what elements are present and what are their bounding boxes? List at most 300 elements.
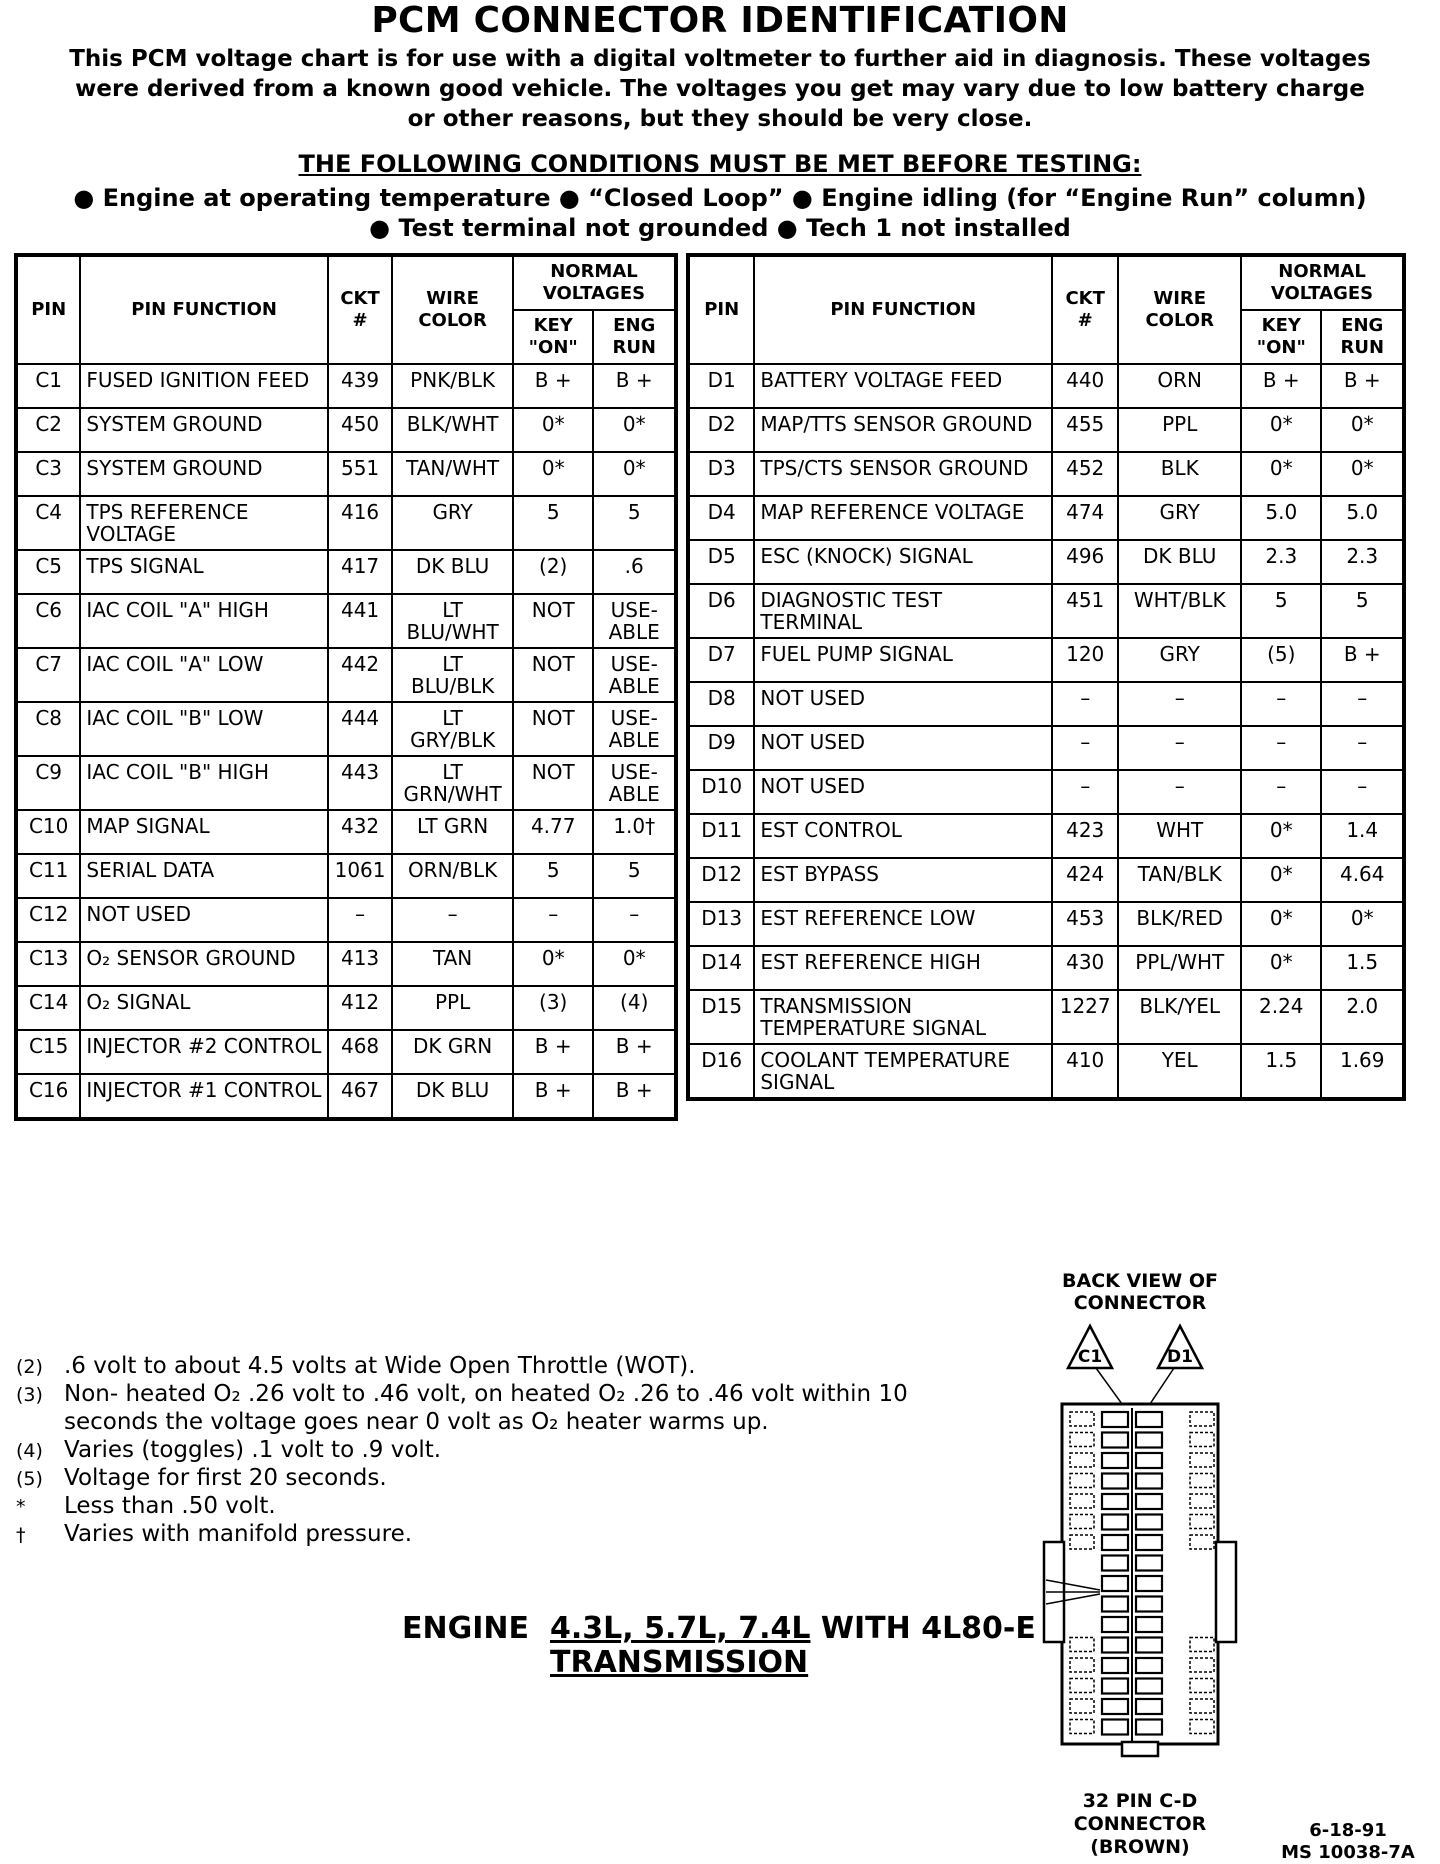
key-on-voltage-cell: 0* xyxy=(1241,814,1321,858)
ckt-cell: 496 xyxy=(1052,540,1118,584)
pin-cell: C11 xyxy=(16,854,80,898)
eng-run-voltage-cell: 1.4 xyxy=(1321,814,1404,858)
wire-color-cell: – xyxy=(1118,770,1241,814)
ckt-cell: – xyxy=(1052,770,1118,814)
function-cell: DIAGNOSTIC TEST TERMINAL xyxy=(754,584,1052,638)
key-on-voltage-cell: 0* xyxy=(513,452,593,496)
footnote xyxy=(16,1520,976,1548)
ckt-cell: 417 xyxy=(328,550,392,594)
ckt-cell: 1227 xyxy=(1052,990,1118,1044)
footnote xyxy=(16,1464,976,1492)
footnote-text: Voltage for first 20 seconds. xyxy=(64,1465,387,1491)
wire-color-cell: LT BLU/WHT xyxy=(392,594,513,648)
wire-color-cell: GRY xyxy=(1118,496,1241,540)
ckt-cell: 451 xyxy=(1052,584,1118,638)
table-row xyxy=(688,408,1404,452)
function-cell: SYSTEM GROUND xyxy=(80,408,328,452)
footnote-text: .6 volt to about 4.5 volts at Wide Open Throttle (WOT). xyxy=(64,1353,696,1379)
c-pin-cavity xyxy=(1102,1453,1128,1468)
function-cell: EST REFERENCE LOW xyxy=(754,902,1052,946)
key-on-voltage-cell: 4.77 xyxy=(513,810,593,854)
footnote xyxy=(16,1380,976,1436)
pin-cell: D2 xyxy=(688,408,754,452)
wire-color-cell: ORN xyxy=(1118,364,1241,408)
pin-cell: C6 xyxy=(16,594,80,648)
table-row xyxy=(16,452,676,496)
wire-color-cell: – xyxy=(1118,726,1241,770)
table-row xyxy=(688,638,1404,682)
d-pin-cavity xyxy=(1136,1638,1162,1653)
function-cell: ESC (KNOCK) SIGNAL xyxy=(754,540,1052,584)
intro-line: This PCM voltage chart is for use with a digital voltmeter to further aid in diagnosis. These voltages xyxy=(69,46,1371,72)
pin-cell: D4 xyxy=(688,496,754,540)
connector-housing-cell xyxy=(1190,1433,1214,1447)
eng-run-voltage-cell: (4) xyxy=(593,986,676,1030)
key-on-voltage-cell: 5 xyxy=(1241,584,1321,638)
table-row xyxy=(688,990,1404,1044)
eng-run-voltage-cell: 2.0 xyxy=(1321,990,1404,1044)
engine-caption xyxy=(402,1612,1036,1680)
ckt-cell: 440 xyxy=(1052,364,1118,408)
ckt-cell: – xyxy=(1052,726,1118,770)
wire-color-cell: DK BLU xyxy=(392,1074,513,1119)
table-row xyxy=(688,770,1404,814)
ckt-cell: 120 xyxy=(1052,638,1118,682)
key-on-voltage-cell: 0* xyxy=(513,408,593,452)
key-on-voltage-cell: 0* xyxy=(513,942,593,986)
eng-run-voltage-cell: 1.5 xyxy=(1321,946,1404,990)
connector-housing-cell xyxy=(1070,1453,1094,1467)
eng-run-voltage-cell: 0* xyxy=(593,942,676,986)
table-row xyxy=(688,726,1404,770)
d-pin-cavity xyxy=(1136,1494,1162,1509)
function-cell: FUSED IGNITION FEED xyxy=(80,364,328,408)
footnote-mark: (3) xyxy=(16,1384,43,1406)
wire-color-cell: – xyxy=(392,898,513,942)
wire-color-cell: TAN xyxy=(392,942,513,986)
key-on-voltage-cell: – xyxy=(1241,770,1321,814)
key-on-voltage-cell: 0* xyxy=(1241,452,1321,496)
footnote-text: Varies with manifold pressure. xyxy=(64,1521,413,1547)
ckt-cell: 423 xyxy=(1052,814,1118,858)
key-on-voltage-cell: (3) xyxy=(513,986,593,1030)
footnote-mark: † xyxy=(16,1524,26,1546)
eng-run-voltage-cell: .6 xyxy=(593,550,676,594)
back-view-label: BACK VIEW OF CONNECTOR xyxy=(1062,1270,1218,1314)
pin-cell: C13 xyxy=(16,942,80,986)
key-on-voltage-cell: B + xyxy=(513,1030,593,1074)
col-header-eng-run: ENG RUN xyxy=(593,310,676,364)
col-header-key-on: KEY "ON" xyxy=(513,310,593,364)
eng-run-voltage-cell: 5.0 xyxy=(1321,496,1404,540)
eng-run-voltage-cell: – xyxy=(1321,682,1404,726)
pin-cell: C10 xyxy=(16,810,80,854)
connector-housing-cell xyxy=(1070,1433,1094,1447)
ckt-cell: 452 xyxy=(1052,452,1118,496)
function-cell: IAC COIL "A" LOW xyxy=(80,648,328,702)
c1-marker-text: C1 xyxy=(1077,1347,1103,1367)
function-cell: MAP/TTS SENSOR GROUND xyxy=(754,408,1052,452)
d-pin-cavity xyxy=(1136,1515,1162,1530)
eng-run-voltage-cell: 1.69 xyxy=(1321,1044,1404,1099)
wire-color-cell: DK BLU xyxy=(1118,540,1241,584)
col-header-ckt: CKT # xyxy=(1052,255,1118,364)
c-pin-cavity xyxy=(1102,1556,1128,1571)
function-cell: O₂ SENSOR GROUND xyxy=(80,942,328,986)
key-on-voltage-cell: NOT xyxy=(513,756,593,810)
table-row xyxy=(688,540,1404,584)
key-on-voltage-cell: 0* xyxy=(1241,902,1321,946)
c-pin-cavity xyxy=(1102,1617,1128,1632)
wire-color-cell: BLK/WHT xyxy=(392,408,513,452)
d-pin-cavity xyxy=(1136,1617,1162,1632)
c-pin-cavity xyxy=(1102,1638,1128,1653)
wire-color-cell: DK BLU xyxy=(392,550,513,594)
d-table-body xyxy=(688,364,1404,1099)
key-on-voltage-cell: B + xyxy=(1241,364,1321,408)
table-row xyxy=(688,902,1404,946)
d-pin-cavity xyxy=(1136,1412,1162,1427)
ckt-cell: 430 xyxy=(1052,946,1118,990)
connector-housing-cell xyxy=(1070,1515,1094,1529)
connector-housing-cell xyxy=(1070,1535,1094,1549)
c-pin-cavity xyxy=(1102,1699,1128,1714)
eng-run-voltage-cell: 5 xyxy=(1321,584,1404,638)
table-row xyxy=(688,364,1404,408)
col-header-pin: PIN xyxy=(688,255,754,364)
eng-run-voltage-cell: 2.3 xyxy=(1321,540,1404,584)
col-header-pin: PIN xyxy=(16,255,80,364)
intro-line: or other reasons, but they should be very close. xyxy=(407,106,1033,132)
ckt-cell: 468 xyxy=(328,1030,392,1074)
key-on-voltage-cell: 5 xyxy=(513,496,593,550)
wire-color-cell: WHT/BLK xyxy=(1118,584,1241,638)
table-row xyxy=(16,1074,676,1119)
wire-color-cell: LT BLU/BLK xyxy=(392,648,513,702)
pin-cell: D13 xyxy=(688,902,754,946)
c-pin-cavity xyxy=(1102,1474,1128,1489)
intro-paragraph xyxy=(60,44,1380,134)
pin-cell: D7 xyxy=(688,638,754,682)
key-on-voltage-cell: B + xyxy=(513,364,593,408)
connector-housing-cell xyxy=(1190,1412,1214,1426)
pin-cell: C5 xyxy=(16,550,80,594)
table-row xyxy=(688,584,1404,638)
pin-cell: D16 xyxy=(688,1044,754,1099)
connector-housing-cell xyxy=(1190,1638,1214,1652)
ckt-cell: 410 xyxy=(1052,1044,1118,1099)
function-cell: MAP REFERENCE VOLTAGE xyxy=(754,496,1052,540)
connector-housing-cell xyxy=(1190,1453,1214,1467)
wire-color-cell: WHT xyxy=(1118,814,1241,858)
table-row xyxy=(688,452,1404,496)
eng-run-voltage-cell: USE-ABLE xyxy=(593,648,676,702)
eng-run-voltage-cell: B + xyxy=(1321,364,1404,408)
pin-cell: C1 xyxy=(16,364,80,408)
table-row xyxy=(16,1030,676,1074)
ckt-cell: 441 xyxy=(328,594,392,648)
table-row xyxy=(16,854,676,898)
wire-color-cell: TAN/WHT xyxy=(392,452,513,496)
function-cell: NOT USED xyxy=(754,726,1052,770)
d-pin-cavity xyxy=(1136,1597,1162,1612)
connector-housing-cell xyxy=(1070,1720,1094,1734)
pin-cell: D9 xyxy=(688,726,754,770)
wire-color-cell: PNK/BLK xyxy=(392,364,513,408)
ckt-cell: 443 xyxy=(328,756,392,810)
eng-run-voltage-cell: 4.64 xyxy=(1321,858,1404,902)
c-pin-cavity xyxy=(1102,1535,1128,1550)
col-header-key-on: KEY "ON" xyxy=(1241,310,1321,364)
wire-color-cell: BLK xyxy=(1118,452,1241,496)
col-header-eng-run: ENG RUN xyxy=(1321,310,1404,364)
footnote-mark: (4) xyxy=(16,1440,43,1462)
ckt-cell: 416 xyxy=(328,496,392,550)
pin-cell: D6 xyxy=(688,584,754,638)
pin-cell: C15 xyxy=(16,1030,80,1074)
function-cell: SERIAL DATA xyxy=(80,854,328,898)
ckt-cell: 413 xyxy=(328,942,392,986)
key-on-voltage-cell: NOT xyxy=(513,648,593,702)
col-header-normal-voltages: NORMAL VOLTAGES xyxy=(1241,255,1404,310)
connector-housing-cell xyxy=(1070,1474,1094,1488)
table-row xyxy=(688,496,1404,540)
c-pin-cavity xyxy=(1102,1412,1128,1427)
d-pin-table xyxy=(686,253,1406,1101)
table-row xyxy=(16,594,676,648)
col-header-normal-voltages: NORMAL VOLTAGES xyxy=(513,255,676,310)
eng-run-voltage-cell: 0* xyxy=(1321,902,1404,946)
function-cell: IAC COIL "B" LOW xyxy=(80,702,328,756)
footnote-text: Varies (toggles) .1 volt to .9 volt. xyxy=(64,1437,442,1463)
eng-run-voltage-cell: 0* xyxy=(593,408,676,452)
wire-color-cell: – xyxy=(1118,682,1241,726)
function-cell: EST REFERENCE HIGH xyxy=(754,946,1052,990)
eng-run-voltage-cell: 5 xyxy=(593,496,676,550)
eng-run-voltage-cell: USE-ABLE xyxy=(593,702,676,756)
function-cell: MAP SIGNAL xyxy=(80,810,328,854)
c-pin-cavity xyxy=(1102,1679,1128,1694)
c-pin-cavity xyxy=(1102,1658,1128,1673)
footnote xyxy=(16,1492,976,1520)
key-on-voltage-cell: – xyxy=(513,898,593,942)
col-header-function: PIN FUNCTION xyxy=(80,255,328,364)
col-header-ckt: CKT # xyxy=(328,255,392,364)
function-cell: INJECTOR #1 CONTROL xyxy=(80,1074,328,1119)
connector-housing-cell xyxy=(1190,1535,1214,1549)
connector-housing-cell xyxy=(1190,1679,1214,1693)
ckt-cell: 439 xyxy=(328,364,392,408)
key-on-voltage-cell: 5.0 xyxy=(1241,496,1321,540)
footnote-text: Non- heated O₂ .26 volt to .46 volt, on heated O₂ .26 to .46 volt within 10 seconds the voltage goes near 0 volt as O₂ heater warms up. xyxy=(64,1381,908,1435)
document-code: MS 10038-7A xyxy=(1281,1842,1415,1863)
c-pin-cavity xyxy=(1102,1597,1128,1612)
page-title: PCM CONNECTOR IDENTIFICATION xyxy=(371,0,1069,41)
table-row xyxy=(688,946,1404,990)
connector-housing-cell xyxy=(1190,1720,1214,1734)
pin-cell: C4 xyxy=(16,496,80,550)
ckt-cell: 442 xyxy=(328,648,392,702)
connector-label xyxy=(1040,1790,1240,1859)
key-on-voltage-cell: 5 xyxy=(513,854,593,898)
footnote xyxy=(16,1352,976,1380)
col-header-wire: WIRE COLOR xyxy=(1118,255,1241,364)
ckt-cell: 1061 xyxy=(328,854,392,898)
connector-housing-cell xyxy=(1190,1658,1214,1672)
wire-color-cell: PPL xyxy=(392,986,513,1030)
wire-color-cell: TAN/BLK xyxy=(1118,858,1241,902)
function-cell: IAC COIL "A" HIGH xyxy=(80,594,328,648)
eng-run-voltage-cell: 5 xyxy=(593,854,676,898)
key-on-voltage-cell: B + xyxy=(513,1074,593,1119)
wire-color-cell: LT GRY/BLK xyxy=(392,702,513,756)
function-cell: TPS SIGNAL xyxy=(80,550,328,594)
ckt-cell: 474 xyxy=(1052,496,1118,540)
eng-run-voltage-cell: 0* xyxy=(1321,408,1404,452)
connector-housing-cell xyxy=(1190,1699,1214,1713)
d1-marker-text: D1 xyxy=(1167,1347,1193,1367)
footnote xyxy=(16,1436,976,1464)
connector-housing-cell xyxy=(1190,1474,1214,1488)
d-pin-cavity xyxy=(1136,1535,1162,1550)
ckt-cell: 432 xyxy=(328,810,392,854)
function-cell: BATTERY VOLTAGE FEED xyxy=(754,364,1052,408)
ckt-cell: 424 xyxy=(1052,858,1118,902)
table-row xyxy=(16,756,676,810)
key-on-voltage-cell: 2.24 xyxy=(1241,990,1321,1044)
table-row xyxy=(16,942,676,986)
ckt-cell: 444 xyxy=(328,702,392,756)
pin-cell: D15 xyxy=(688,990,754,1044)
eng-run-voltage-cell: B + xyxy=(1321,638,1404,682)
wire-color-cell: YEL xyxy=(1118,1044,1241,1099)
ckt-cell: 467 xyxy=(328,1074,392,1119)
function-cell: NOT USED xyxy=(754,770,1052,814)
pin-cell: D14 xyxy=(688,946,754,990)
key-on-voltage-cell: NOT xyxy=(513,594,593,648)
c-pin-cavity xyxy=(1102,1515,1128,1530)
key-on-voltage-cell: 2.3 xyxy=(1241,540,1321,584)
d-pin-cavity xyxy=(1136,1453,1162,1468)
ckt-cell: 450 xyxy=(328,408,392,452)
ckt-cell: 412 xyxy=(328,986,392,1030)
c-pin-cavity xyxy=(1102,1494,1128,1509)
table-row xyxy=(16,496,676,550)
function-cell: NOT USED xyxy=(80,898,328,942)
wire-color-cell: LT GRN xyxy=(392,810,513,854)
wire-color-cell: PPL xyxy=(1118,408,1241,452)
d-pin-cavity xyxy=(1136,1699,1162,1714)
pin-cell: D3 xyxy=(688,452,754,496)
eng-run-voltage-cell: – xyxy=(593,898,676,942)
table-row xyxy=(16,986,676,1030)
pin-cell: C2 xyxy=(16,408,80,452)
document-date: 6-18-91 xyxy=(1309,1820,1387,1841)
d-pin-cavity xyxy=(1136,1679,1162,1694)
wire-color-cell: DK GRN xyxy=(392,1030,513,1074)
d1-marker xyxy=(1158,1326,1202,1368)
function-cell: INJECTOR #2 CONTROL xyxy=(80,1030,328,1074)
d-pin-cavity xyxy=(1136,1474,1162,1489)
function-cell: NOT USED xyxy=(754,682,1052,726)
conditions-line: ● Engine at operating temperature ● “Closed Loop” ● Engine idling (for “Engine Run” column) xyxy=(73,184,1367,212)
pin-cell: C7 xyxy=(16,648,80,702)
engine-models: 4.3L, 5.7L, 7.4L xyxy=(550,1611,811,1646)
d-pin-cavity xyxy=(1136,1556,1162,1571)
function-cell: EST CONTROL xyxy=(754,814,1052,858)
c-table-body xyxy=(16,364,676,1119)
d-pin-cavity xyxy=(1136,1576,1162,1591)
function-cell: IAC COIL "B" HIGH xyxy=(80,756,328,810)
pin-cell: D8 xyxy=(688,682,754,726)
pin-cell: C8 xyxy=(16,702,80,756)
footnotes xyxy=(16,1352,976,1548)
eng-run-voltage-cell: – xyxy=(1321,770,1404,814)
c-pin-cavity xyxy=(1102,1433,1128,1448)
document-reference xyxy=(1268,1820,1428,1864)
eng-run-voltage-cell: 0* xyxy=(593,452,676,496)
eng-run-voltage-cell: 1.0† xyxy=(593,810,676,854)
connector-diagram xyxy=(1040,1322,1240,1784)
connector-label-line: 32 PIN C-D xyxy=(1082,1790,1198,1812)
eng-run-voltage-cell: – xyxy=(1321,726,1404,770)
key-on-voltage-cell: – xyxy=(1241,726,1321,770)
footnote-mark: * xyxy=(16,1496,26,1518)
d-pin-cavity xyxy=(1136,1720,1162,1735)
engine-label: ENGINE xyxy=(402,1611,529,1646)
table-row xyxy=(16,550,676,594)
pin-cell: D10 xyxy=(688,770,754,814)
function-cell: FUEL PUMP SIGNAL xyxy=(754,638,1052,682)
eng-run-voltage-cell: B + xyxy=(593,1030,676,1074)
ckt-cell: – xyxy=(1052,682,1118,726)
ckt-cell: 455 xyxy=(1052,408,1118,452)
key-on-voltage-cell: NOT xyxy=(513,702,593,756)
pin-cell: D5 xyxy=(688,540,754,584)
eng-run-voltage-cell: B + xyxy=(593,1074,676,1119)
conditions-heading: THE FOLLOWING CONDITIONS MUST BE MET BEFORE TESTING: xyxy=(298,150,1142,178)
intro-line: were derived from a known good vehicle. The voltages you get may vary due to low battery charge xyxy=(75,76,1365,102)
ckt-cell: – xyxy=(328,898,392,942)
footnote-mark: (5) xyxy=(16,1468,43,1490)
c-pin-cavity xyxy=(1102,1576,1128,1591)
eng-run-voltage-cell: 0* xyxy=(1321,452,1404,496)
function-cell: SYSTEM GROUND xyxy=(80,452,328,496)
connector-housing-cell xyxy=(1070,1638,1094,1652)
pin-cell: C16 xyxy=(16,1074,80,1119)
wire-color-cell: GRY xyxy=(392,496,513,550)
footnote-mark: (2) xyxy=(16,1356,43,1378)
pin-cell: C14 xyxy=(16,986,80,1030)
d-pin-cavity xyxy=(1136,1433,1162,1448)
connector-housing-cell xyxy=(1070,1494,1094,1508)
pin-cell: D12 xyxy=(688,858,754,902)
key-on-voltage-cell: (5) xyxy=(1241,638,1321,682)
key-on-voltage-cell: 1.5 xyxy=(1241,1044,1321,1099)
footnote-text: Less than .50 volt. xyxy=(64,1493,276,1519)
connector-housing-cell xyxy=(1190,1494,1214,1508)
pin-cell: C9 xyxy=(16,756,80,810)
key-on-voltage-cell: – xyxy=(1241,682,1321,726)
table-row xyxy=(16,702,676,756)
function-cell: TPS REFERENCE VOLTAGE xyxy=(80,496,328,550)
table-row xyxy=(688,1044,1404,1099)
connector-housing-cell xyxy=(1070,1658,1094,1672)
d-pin-cavity xyxy=(1136,1658,1162,1673)
wire-color-cell: GRY xyxy=(1118,638,1241,682)
engine-transmission: TRANSMISSION xyxy=(550,1645,809,1680)
pin-cell: D11 xyxy=(688,814,754,858)
